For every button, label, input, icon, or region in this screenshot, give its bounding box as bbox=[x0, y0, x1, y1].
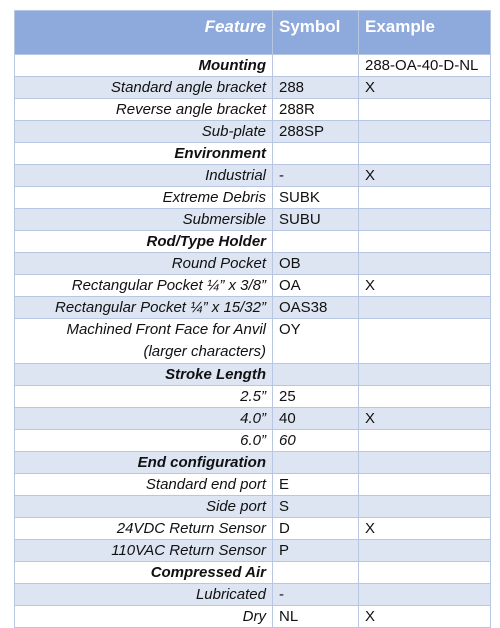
section-title: Compressed Air bbox=[15, 562, 273, 584]
symbol-cell: OA bbox=[273, 275, 359, 297]
example-cell bbox=[359, 319, 491, 364]
example-cell: X bbox=[359, 165, 491, 187]
feature-cell: 4.0” bbox=[15, 408, 273, 430]
example-cell bbox=[359, 99, 491, 121]
table-row bbox=[15, 430, 491, 452]
feature-cell: Extreme Debris bbox=[15, 187, 273, 209]
section-title: Rod/Type Holder bbox=[15, 231, 273, 253]
symbol-cell bbox=[273, 143, 359, 165]
section-row bbox=[15, 55, 491, 77]
symbol-cell bbox=[273, 364, 359, 386]
example-cell bbox=[359, 386, 491, 408]
symbol-cell bbox=[273, 562, 359, 584]
section-row bbox=[15, 231, 491, 253]
section-row bbox=[15, 364, 491, 386]
table-row bbox=[15, 253, 491, 275]
table-row bbox=[15, 518, 491, 540]
symbol-cell: OB bbox=[273, 253, 359, 275]
symbol-cell: - bbox=[273, 165, 359, 187]
table-row bbox=[15, 540, 491, 562]
table-row bbox=[15, 99, 491, 121]
table-row bbox=[15, 474, 491, 496]
feature-cell: 2.5” bbox=[15, 386, 273, 408]
symbol-cell bbox=[273, 231, 359, 253]
example-cell bbox=[359, 364, 491, 386]
example-cell: X bbox=[359, 606, 491, 628]
section-row bbox=[15, 562, 491, 584]
options-table-container bbox=[14, 10, 490, 628]
symbol-cell: - bbox=[273, 584, 359, 606]
symbol-cell: 288R bbox=[273, 99, 359, 121]
feature-cell: Rectangular Pocket ¼” x 15/32” bbox=[15, 297, 273, 319]
example-cell bbox=[359, 231, 491, 253]
example-cell bbox=[359, 562, 491, 584]
table-row bbox=[15, 386, 491, 408]
symbol-cell: P bbox=[273, 540, 359, 562]
section-title: End configuration bbox=[15, 452, 273, 474]
feature-cell: Round Pocket bbox=[15, 253, 273, 275]
table-row bbox=[15, 121, 491, 143]
example-cell: X bbox=[359, 275, 491, 297]
example-cell bbox=[359, 253, 491, 275]
symbol-cell: S bbox=[273, 496, 359, 518]
header-symbol: Symbol bbox=[273, 11, 359, 55]
feature-cell: 110VAC Return Sensor bbox=[15, 540, 273, 562]
symbol-cell: SUBK bbox=[273, 187, 359, 209]
example-cell bbox=[359, 496, 491, 518]
feature-cell: Standard end port bbox=[15, 474, 273, 496]
symbol-cell: OAS38 bbox=[273, 297, 359, 319]
header-example: Example bbox=[359, 11, 491, 55]
symbol-cell: E bbox=[273, 474, 359, 496]
feature-cell: Rectangular Pocket ¼” x 3/8” bbox=[15, 275, 273, 297]
example-cell bbox=[359, 584, 491, 606]
symbol-cell: 60 bbox=[273, 430, 359, 452]
feature-cell: Standard angle bracket bbox=[15, 77, 273, 99]
feature-cell: Sub-plate bbox=[15, 121, 273, 143]
section-title: Mounting bbox=[15, 55, 273, 77]
example-cell bbox=[359, 452, 491, 474]
symbol-cell: 288 bbox=[273, 77, 359, 99]
symbol-cell: 40 bbox=[273, 408, 359, 430]
table-row bbox=[15, 187, 491, 209]
section-row bbox=[15, 143, 491, 165]
options-table bbox=[14, 10, 491, 628]
example-cell bbox=[359, 540, 491, 562]
example-cell: 288-OA-40-D-NL bbox=[359, 55, 491, 77]
feature-cell: Lubricated bbox=[15, 584, 273, 606]
symbol-cell: OY bbox=[273, 319, 359, 364]
table-row bbox=[15, 77, 491, 99]
symbol-cell: NL bbox=[273, 606, 359, 628]
feature-cell: Submersible bbox=[15, 209, 273, 231]
feature-cell: Machined Front Face for Anvil (larger characters) bbox=[15, 319, 273, 364]
feature-cell: Dry bbox=[15, 606, 273, 628]
symbol-cell bbox=[273, 55, 359, 77]
example-cell: X bbox=[359, 408, 491, 430]
table-row bbox=[15, 584, 491, 606]
table-row bbox=[15, 496, 491, 518]
symbol-cell: D bbox=[273, 518, 359, 540]
section-title: Stroke Length bbox=[15, 364, 273, 386]
symbol-cell: 288SP bbox=[273, 121, 359, 143]
feature-cell: Side port bbox=[15, 496, 273, 518]
symbol-cell: SUBU bbox=[273, 209, 359, 231]
table-header bbox=[15, 11, 491, 55]
table-row bbox=[15, 606, 491, 628]
example-cell: X bbox=[359, 518, 491, 540]
example-cell bbox=[359, 430, 491, 452]
example-cell bbox=[359, 474, 491, 496]
section-row bbox=[15, 452, 491, 474]
example-cell bbox=[359, 143, 491, 165]
example-cell bbox=[359, 121, 491, 143]
example-cell bbox=[359, 187, 491, 209]
table-row bbox=[15, 275, 491, 297]
table-row bbox=[15, 165, 491, 187]
header-row bbox=[15, 11, 491, 55]
header-feature: Feature bbox=[15, 11, 273, 55]
example-cell bbox=[359, 209, 491, 231]
table-row bbox=[15, 209, 491, 231]
example-cell bbox=[359, 297, 491, 319]
symbol-cell bbox=[273, 452, 359, 474]
table-row bbox=[15, 297, 491, 319]
feature-cell: 6.0” bbox=[15, 430, 273, 452]
table-row bbox=[15, 319, 491, 364]
feature-cell: Industrial bbox=[15, 165, 273, 187]
section-title: Environment bbox=[15, 143, 273, 165]
feature-cell: Reverse angle bracket bbox=[15, 99, 273, 121]
example-cell: X bbox=[359, 77, 491, 99]
feature-cell: 24VDC Return Sensor bbox=[15, 518, 273, 540]
table-body bbox=[15, 55, 491, 628]
table-row bbox=[15, 408, 491, 430]
symbol-cell: 25 bbox=[273, 386, 359, 408]
